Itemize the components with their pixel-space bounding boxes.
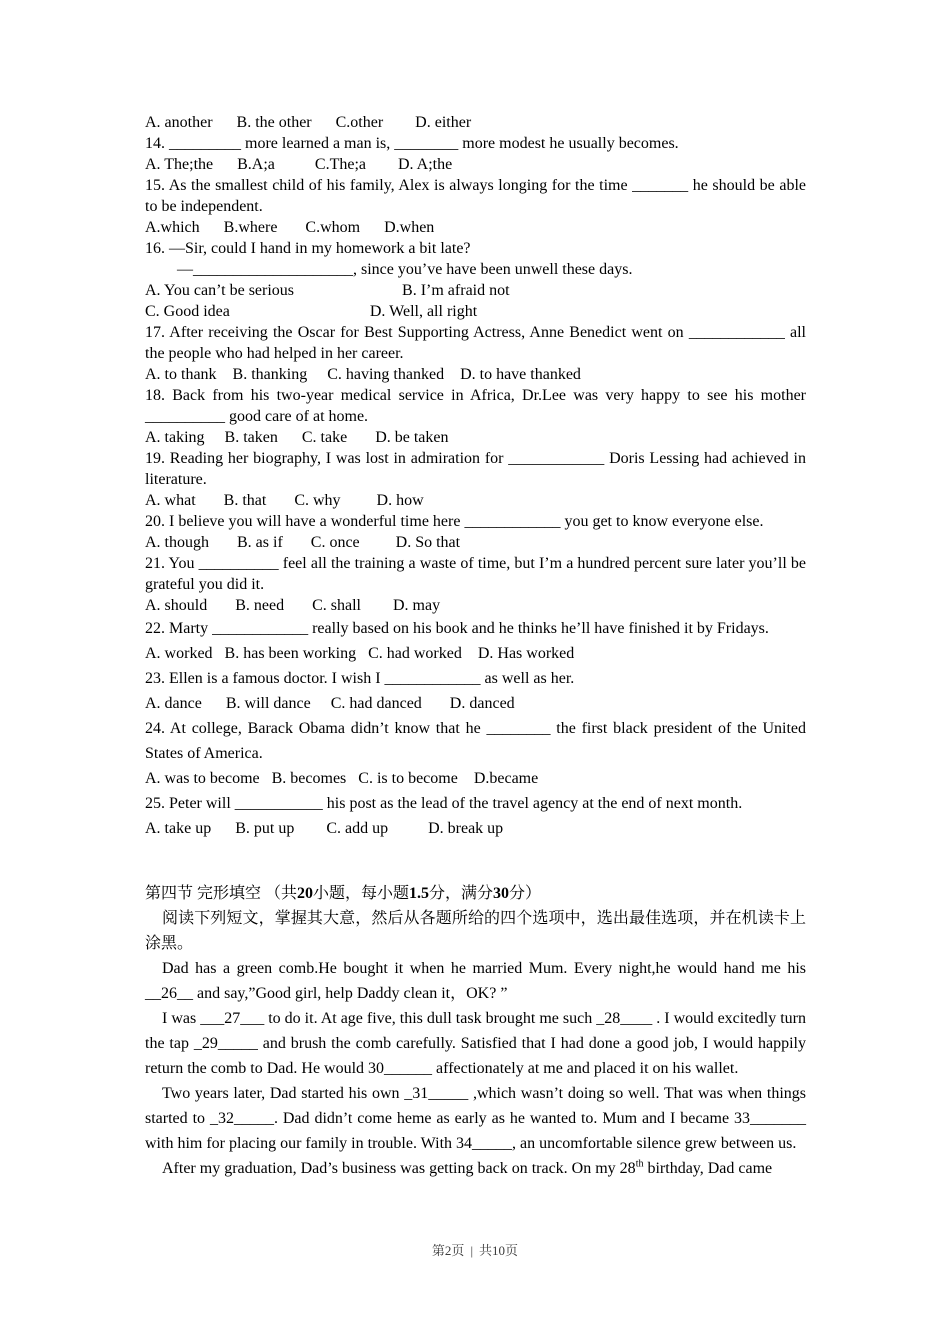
options-16-ab: A. You can’t be serious B. I’m afraid not [145,282,510,299]
text-segment: 20 [297,885,314,902]
question-17: 17. After receiving the Oscar for Best Supporting Actress, Anne Benedict went on ____________ all the people who had helped in her career. [145,324,806,362]
section-instructions: 阅读下列短文，掌握其大意，然后从各题所给的四个选项中，选出最佳选项，并在机读卡上涂黑。 [145,910,806,952]
options-16-cd: C. Good idea D. Well, all right [145,303,478,320]
question-24: 24. At college, Barack Obama didn’t know that he ________ the first black president of the United States of America. [145,720,806,762]
superscript-text: th [635,1158,644,1170]
options-15: A.which B.where C.whom D.when [145,219,435,236]
footer-page-number: 第2页 [431,1243,465,1258]
question-23: 23. Ellen is a famous doctor. I wish I ____________ as well as her. [145,670,575,687]
question-15: 15. As the smallest child of his family, Alex is always longing for the time _______ he should be able to be independent. [145,177,806,215]
cloze-paragraph-3: Two years later, Dad started his own _31_____ ,which wasn’t doing so well. That was when things started to _32_____. Dad didn’t come heme as early as he wanted to. Mum and I became 33_______ with him for placing our family in trouble. With 34_____, an uncomfortable silence grew between us. [145,1085,806,1152]
options-24: A. was to become B. becomes C. is to become D.became [145,770,539,787]
question-16-reply: —____________________, since you’ve have been unwell these days. [145,261,633,278]
text-segment: After my graduation, Dad’s business was getting back on track. On my 28 [162,1160,636,1177]
cloze-paragraph-1: Dad has a green comb.He bought it when he married Mum. Every night,he would hand me his __26__ and say,”Good girl, help Daddy clean it，OK? ” [145,960,806,1002]
options-25: A. take up B. put up C. add up D. break up [145,820,504,837]
options-13: A. another B. the other C.other D. either [145,114,472,131]
options-22: A. worked B. has been working C. had worked D. Has worked [145,645,575,662]
footer-total-pages: 共10页 [479,1243,519,1258]
options-23: A. dance B. will dance C. had danced D. danced [145,695,515,712]
cloze-paragraph-2: I was ___27___ to do it. At age five, this dull task brought me such _28____ . I would excitedly turn the tap _29_____ and brush the comb carefully. Satisfied that I had done a good job, I would happily return the comb to Dad. He would 30______ affectionately at me and placed it on his wallet. [145,1010,806,1077]
page-footer [0,1240,950,1259]
document-content [145,112,806,1181]
text-segment: 第四节 完形填空 （共 [145,885,298,902]
text-segment: 30 [493,885,510,902]
question-22: 22. Marty ____________ really based on his book and he thinks he’ll have finished it by Fridays. [145,620,769,637]
question-20: 20. I believe you will have a wonderful time here ____________ you get to know everyone else. [145,513,764,530]
question-25: 25. Peter will ___________ his post as the lead of the travel agency at the end of next month. [145,795,743,812]
text-segment: 分） [509,885,542,902]
section-header [145,881,806,906]
options-18: A. taking B. taken C. take D. be taken [145,429,449,446]
options-19: A. what B. that C. why D. how [145,492,424,509]
text-segment: 分，满分 [429,885,494,902]
question-19: 19. Reading her biography, I was lost in admiration for ____________ Doris Lessing had achieved in literature. [145,450,806,488]
section-gap [145,841,806,881]
text-segment: 1.5 [409,885,430,902]
options-14: A. The;the B.A;a C.The;a D. A;the [145,156,453,173]
question-16: 16. —Sir, could I hand in my homework a bit late? [145,240,471,257]
text-segment: birthday, Dad came [643,1160,773,1177]
options-17: A. to thank B. thanking C. having thanked D. to have thanked [145,366,581,383]
options-21: A. should B. need C. shall D. may [145,597,441,614]
question-21: 21. You __________ feel all the training a waste of time, but I’m a hundred percent sure later you’ll be grateful you did it. [145,555,806,593]
options-20: A. though B. as if C. once D. So that [145,534,461,551]
cloze-paragraph-4 [145,1156,806,1181]
footer-separator: | [470,1243,474,1258]
text-segment: 小题，每小题 [313,885,410,902]
question-14: 14. _________ more learned a man is, ________ more modest he usually becomes. [145,135,679,152]
question-18: 18. Back from his two-year medical service in Africa, Dr.Lee was very happy to see his mother __________ good care of at home. [145,387,806,425]
